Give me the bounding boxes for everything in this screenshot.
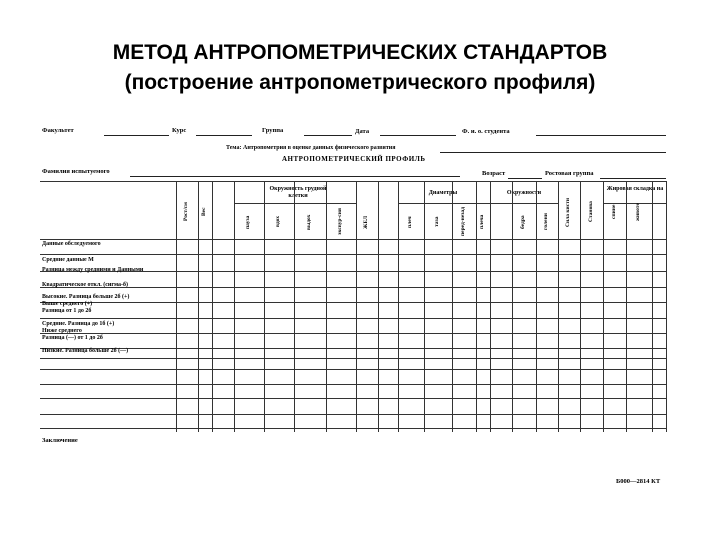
- column-header: эксвур-сия: [337, 208, 343, 236]
- column-header: Рост/см: [183, 202, 189, 222]
- row-label: Средние данные М: [42, 257, 94, 263]
- row-label: Квадратическое откл. (сигма-б): [42, 282, 129, 288]
- group-blank: [304, 135, 352, 136]
- row-label: Ниже среднего: [42, 328, 82, 334]
- grid-vline: [603, 181, 604, 432]
- age-blank: [508, 178, 542, 179]
- grid-vline: [666, 181, 667, 432]
- grid-vline: [626, 181, 627, 432]
- grid-hline: [40, 318, 666, 319]
- row-label: Низкие. Разница больше 2б (—): [42, 348, 129, 354]
- profile-title: АНТРОПОМЕТРИЧЕСКИЙ ПРОФИЛЬ: [282, 155, 426, 163]
- grid-hline: [40, 428, 666, 429]
- grid-vline: [326, 181, 327, 432]
- grid-hline: [40, 333, 666, 334]
- row-label: Выше среднего (+): [42, 301, 93, 307]
- footer-code: Б000—2814 КТ: [616, 478, 661, 485]
- column-header: голени: [543, 213, 549, 231]
- circumferences-group-label: Окружности: [506, 190, 542, 196]
- grid-vline: [264, 181, 265, 432]
- row-label: Данные обследуемого: [42, 241, 101, 247]
- grid-vline: [356, 181, 357, 432]
- column-header: животе: [635, 203, 641, 221]
- grid-hline: [40, 239, 666, 240]
- grid-vline: [424, 181, 425, 432]
- course-label: Курс: [172, 127, 187, 134]
- faculty-blank: [104, 135, 169, 136]
- conclusion-label: Заключение: [42, 437, 78, 444]
- grid-vline: [652, 181, 653, 432]
- title-line-1: МЕТОД АНТРОПОМЕТРИЧЕСКИХ СТАНДАРТОВ: [112, 41, 608, 64]
- diameters-group-label: Диаметры: [428, 190, 458, 196]
- chest-group-label: Окружность грудной клетки: [269, 186, 327, 199]
- topic-blank: [440, 152, 666, 153]
- grid-hline: [40, 369, 666, 370]
- column-header: вдох: [275, 216, 281, 228]
- grid-hline: [40, 398, 666, 399]
- grid-vline: [198, 181, 199, 432]
- grid-vline: [398, 181, 399, 432]
- row-label: Разница (—) от 1 до 2б: [42, 335, 103, 341]
- circumferences-group-rule: [490, 203, 558, 204]
- fat-group-label: Жировая складка на: [606, 186, 664, 192]
- column-header: ЖЕЛ: [363, 215, 369, 229]
- column-header: Станова: [587, 201, 594, 223]
- grid-vline: [476, 181, 477, 432]
- title-line-2: (построение антропометрического профиля): [124, 71, 596, 94]
- age-label: Возраст: [482, 170, 506, 177]
- column-header: бедра: [520, 215, 526, 229]
- date-blank: [380, 135, 456, 136]
- row-label: Разница от 1 до 2б: [42, 308, 92, 314]
- course-blank: [196, 135, 252, 136]
- column-header: выдох: [306, 214, 312, 230]
- faculty-label: Факультет: [42, 127, 74, 134]
- grid-vline: [176, 181, 177, 432]
- grid-hline: [40, 302, 666, 303]
- grid-hline: [40, 358, 666, 359]
- grid-vline: [512, 181, 513, 432]
- grid-hline: [40, 254, 666, 255]
- row-label: Средние. Разница до 1б (+): [42, 321, 115, 327]
- subject-label: Фамилия испытуемого: [42, 168, 110, 175]
- column-header: перед-незад: [460, 206, 466, 236]
- grid-vline: [294, 181, 295, 432]
- table-top-border: [40, 181, 666, 182]
- grid-hline: [40, 348, 666, 349]
- grid-vline: [452, 181, 453, 432]
- height-group-blank: [600, 178, 666, 179]
- height-group-label: Ростовая группа: [545, 170, 594, 177]
- date-label: Дата: [355, 128, 370, 135]
- grid-vline: [212, 181, 213, 432]
- grid-vline: [378, 181, 379, 432]
- grid-hline: [40, 414, 666, 415]
- grid-hline: [40, 384, 666, 385]
- student-blank: [536, 135, 666, 136]
- row-label: Разница между средними и Данными: [42, 267, 144, 273]
- grid-vline: [490, 181, 491, 432]
- grid-hline: [40, 287, 666, 288]
- student-label: Ф. и. о. студента: [462, 128, 510, 135]
- subject-blank: [130, 176, 460, 177]
- grid-vline: [234, 181, 235, 432]
- column-header: спине: [610, 204, 617, 220]
- group-label: Группа: [262, 127, 284, 134]
- column-header: Сила кисти: [565, 197, 571, 227]
- column-header: плеча: [479, 214, 485, 230]
- column-header: плеч: [407, 216, 413, 228]
- grid-vline: [558, 181, 559, 432]
- topic-text: Тема: Антропометрия в оценке данных физического развития: [226, 145, 396, 151]
- column-header: пауза: [245, 215, 251, 229]
- row-label: Высокие. Разница больше 2б (+): [42, 294, 130, 300]
- column-header: таза: [434, 216, 440, 228]
- grid-vline: [536, 181, 537, 432]
- chest-group-rule: [234, 203, 356, 204]
- grid-vline: [580, 181, 581, 432]
- column-header: Вес: [201, 207, 207, 217]
